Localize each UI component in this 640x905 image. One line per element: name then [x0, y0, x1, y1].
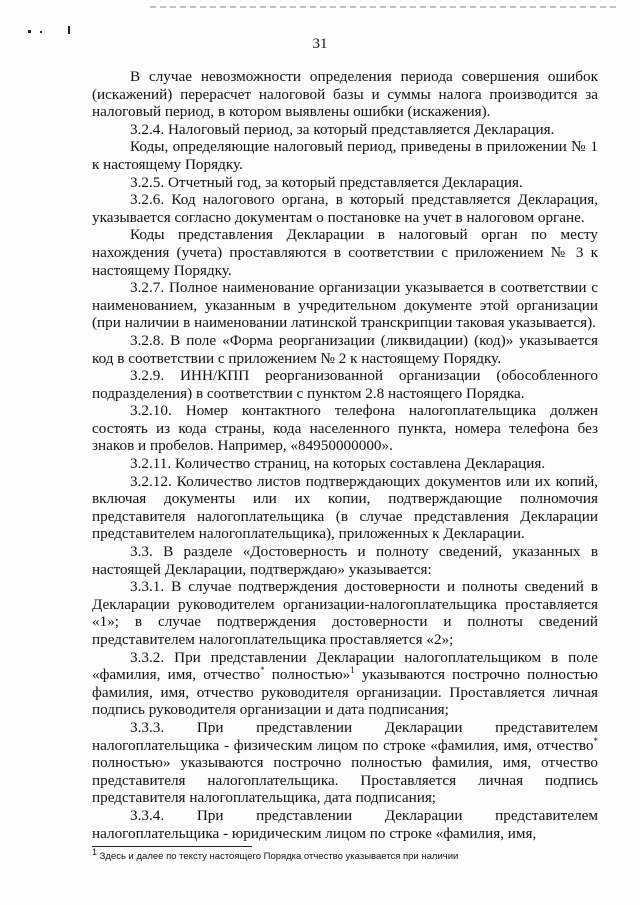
paragraph: 3.2.4. Налоговый период, за который представляется Декларация. [130, 120, 555, 138]
paragraph: 3.2.6. Код налогового органа, в который представляется Декларация, указывается согласно документам о постановке на учет в налоговом органе. [92, 191, 598, 226]
paragraph: 3.2.10. Номер контактного телефона налогоплательщика должен состоять из кода страны, кода населенного пункта, номера телефона без знаков и пробелов. Например, «84950000000». [92, 402, 598, 455]
text-run: 3.3.3. При представлении Декларации представителем налогоплательщика - физическим лицом по строке «фамилия, имя, отчество [92, 718, 598, 754]
paragraph: В случае невозможности определения периода совершения ошибок (искажений) перерасчет налоговой базы и суммы налога производится за налоговый период, в котором выявлены ошибки (искажения). [92, 68, 598, 121]
footnote-reference: 1 [350, 665, 355, 676]
scan-artifact-line [150, 6, 620, 8]
paragraph: 3.3. В разделе «Достоверность и полноту сведений, указанных в настоящей Декларации, подтверждаю» указывается: [92, 543, 598, 578]
paragraph: Коды представления Декларации в налоговый орган по месту нахождения (учета) проставляются в соответствии с приложением № 3 к настоящему Порядку. [92, 226, 598, 279]
paragraph: 3.3.1. В случае подтверждения достоверности и полноты сведений в Декларации руководителем организации-налогоплательщика проставляется «1»; в случае подтверждения достоверности и полноты сведений представителем налогоплательщика проставляется «2»; [92, 578, 598, 648]
paragraph: 3.2.12. Количество листов подтверждающих документов или их копий, включая документы или их копии, подтверждающие полномочия представителя налогоплательщика (в случае представления Декларации представителем налогоплательщика), приложенных к Декларации. [92, 472, 598, 543]
paragraph-3-3-2 [92, 649, 598, 719]
text-run: полностью» [264, 666, 351, 684]
paragraph: 3.2.9. ИНН/КПП реорганизованной организации (обособленного подразделения) в соответствии с пунктом 2.8 настоящего Порядка. [92, 367, 598, 402]
footnote-text: Здесь и далее по тексту настоящего Порядка отчество указывается при наличии [97, 851, 459, 862]
paragraph-3-3-4: 3.3.4. При представлении Декларации представителем налогоплательщика - юридическим лицом по строке «фамилия, имя, [92, 806, 598, 842]
footnote-asterisk: * [593, 735, 598, 746]
document-body [92, 68, 598, 842]
page-number: 31 [312, 36, 328, 52]
footnote-asterisk: * [260, 665, 265, 676]
paragraph: 3.2.5. Отчетный год, за который представляется Декларация. [130, 173, 523, 191]
footnote-divider [92, 846, 252, 847]
text-run: указываются построчно полностью фамилия, имя, отчество руководителя организации. Проставляется личная подпись руководителя организации и дата подписания; [92, 666, 598, 719]
paragraph: Коды, определяющие налоговый период, приведены в приложении № 1 к настоящему Порядку. [92, 138, 598, 173]
paragraph: 3.2.7. Полное наименование организации указывается в соответствии с наименованием, указанным в учредительном документе этой организации (при наличии в наименовании латинской транскрипции таковая указывается). [92, 279, 598, 332]
footnote-marker: 1 [92, 846, 98, 857]
paragraph: 3.2.11. Количество страниц, на которых составлена Декларация. [130, 455, 546, 473]
text-run: 3.3.2. При представлении Декларации налогоплательщиком в поле «фамилия, имя, отчество [92, 648, 598, 684]
paragraph: 3.2.8. В поле «Форма реорганизации (ликвидации) (код)» указывается код в соответствии с приложением № 2 к настоящему Порядку. [92, 331, 598, 367]
paragraph-3-3-3 [92, 719, 598, 807]
text-run: полностью» указываются построчно полностью фамилия, имя, отчество представителя налогоплательщика. Проставляется личная подпись представителя налогоплательщика, дата подписания; [92, 754, 598, 807]
footnote [92, 846, 592, 863]
